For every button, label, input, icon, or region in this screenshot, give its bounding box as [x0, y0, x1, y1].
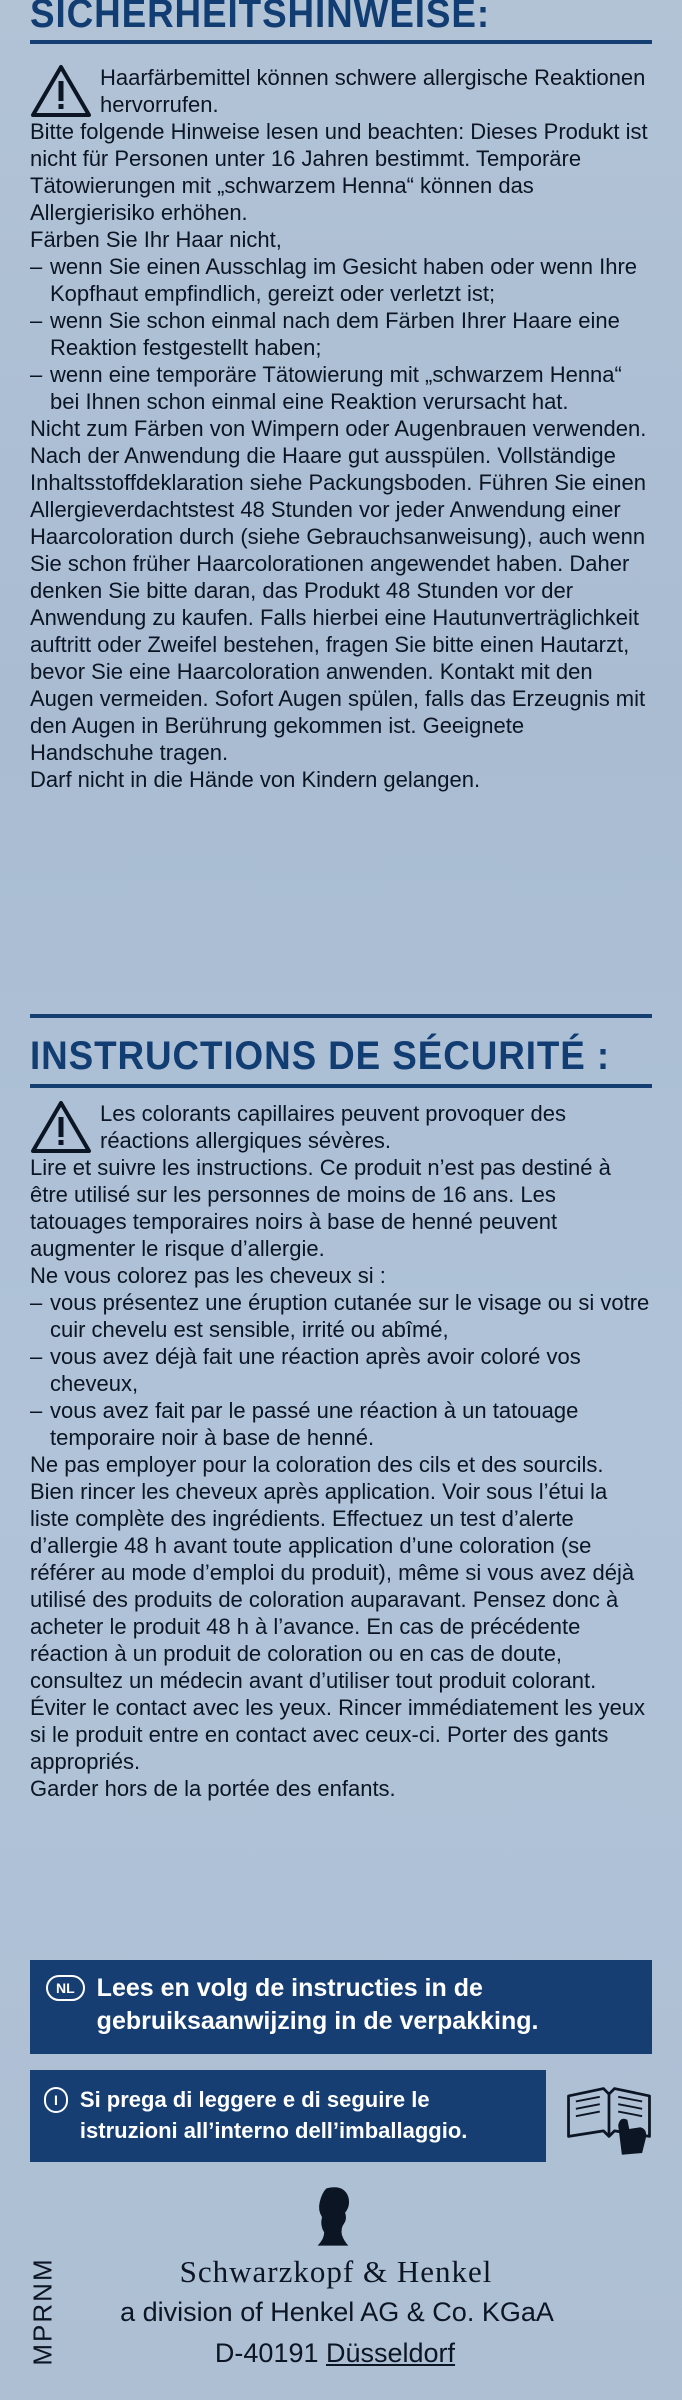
de-warning-row	[30, 64, 652, 118]
address-line	[110, 2338, 560, 2369]
de-heading-rule	[30, 40, 652, 44]
fr-paragraph: Ne vous colorez pas les cheveux si :	[30, 1263, 386, 1288]
fr-closing: Garder hors de la portée des enfants.	[30, 1776, 396, 1801]
fr-closing: Ne pas employer pour la coloration des cils et des sourcils. Bien rincer les cheveux après application. Voir sous l’étui la liste complète des ingrédients. Effectuez un test d’alerte d’allergie 48 h avant toute application d’une coloration (se référer au mode d’emploi du produit), même si vous avez déjà utilisé des produits de coloration auparavant. Pensez donc à acheter le produit 48 h à l’avance. En cas de précédente réaction à un produit de coloration ou en cas de doute, consultez un médecin avant d’utiliser tout produit colorant. Éviter le contact avec les yeux. Rincer immédiatement les yeux si le produit entre en contact avec ceux-ci. Porter des gants appropriés.	[30, 1452, 646, 1774]
address-city: Düsseldorf	[326, 2338, 456, 2368]
de-bullet-text: wenn Sie schon einmal nach dem Färben Ihrer Haare eine Reaktion festgestellt haben;	[50, 308, 620, 360]
fr-warning-row	[30, 1100, 652, 1154]
fr-heading-rule	[30, 1084, 652, 1088]
fr-bullet: – vous avez déjà fait une réaction après avoir coloré vos cheveux,	[30, 1343, 652, 1397]
it-badge: I	[44, 2087, 68, 2113]
fr-bullet-text: vous avez fait par le passé une réaction à un tatouage temporaire noir à base de henné.	[50, 1398, 579, 1450]
brand-name: Schwarzkopf & Henkel	[179, 2254, 493, 2289]
warning-triangle-icon	[30, 1100, 92, 1154]
schwarzkopf-head-logo	[311, 2180, 355, 2254]
fr-bullet-text: vous présentez une éruption cutanée sur le visage ou si votre cuir chevelu est sensible, irrité ou abîmé,	[50, 1290, 650, 1342]
fr-warning-text: Les colorants capillaires peuvent provoquer des réactions allergiques sévères.	[100, 1101, 566, 1153]
nl-badge: NL	[46, 1975, 85, 2001]
fr-safety-text	[30, 1100, 652, 1802]
it-banner-text: Si prega di leggere e di seguire le istruzioni all’interno dell’imballaggio.	[79, 2087, 468, 2143]
de-bullet-text: wenn eine temporäre Tätowierung mit „schwarzem Henna“ bei Ihnen schon einmal eine Reaktion verursacht hat.	[50, 362, 622, 414]
fr-heading-rule-top	[30, 1014, 652, 1018]
nl-banner-text: Lees en volg de instructies in de gebruiksaanwijzing in de verpakking.	[96, 1974, 539, 2035]
de-paragraph: Färben Sie Ihr Haar nicht,	[30, 227, 282, 252]
fr-heading: INSTRUCTIONS DE SÉCURITÉ :	[30, 1034, 611, 1078]
de-warning-text: Haarfärbemittel können schwere allergische Reaktionen hervorrufen.	[100, 65, 646, 117]
it-instruction-banner	[30, 2070, 546, 2162]
address-prefix: D-40191	[214, 2338, 326, 2368]
de-closing: Darf nicht in die Hände von Kindern gelangen.	[30, 767, 481, 792]
division-line: a division of Henkel AG & Co. KGaA	[120, 2297, 554, 2327]
de-bullet: – wenn eine temporäre Tätowierung mit „schwarzem Henna“ bei Ihnen schon einmal eine Reaktion verursacht hat.	[30, 361, 652, 415]
de-bullet: – wenn Sie schon einmal nach dem Färben Ihrer Haare eine Reaktion festgestellt haben;	[30, 307, 652, 361]
de-safety-text	[30, 64, 652, 793]
de-heading: SICHERHEITSHINWEISE:	[30, 0, 491, 36]
fr-bullet-text: vous avez déjà fait une réaction après avoir coloré vos cheveux,	[50, 1344, 581, 1396]
fr-bullet: – vous présentez une éruption cutanée sur le visage ou si votre cuir chevelu est sensible, irrité ou abîmé,	[30, 1289, 652, 1343]
fr-bullet: – vous avez fait par le passé une réaction à un tatouage temporaire noir à base de henné.	[30, 1397, 652, 1451]
de-bullet-text: wenn Sie einen Ausschlag im Gesicht haben oder wenn Ihre Kopfhaut empfindlich, gereizt oder verletzt ist;	[50, 254, 638, 306]
de-bullet: – wenn Sie einen Ausschlag im Gesicht haben oder wenn Ihre Kopfhaut empfindlich, gereizt oder verletzt ist;	[30, 253, 652, 307]
de-closing: Nicht zum Färben von Wimpern oder Augenbrauen verwenden. Nach der Anwendung die Haare gut ausspülen. Vollständige Inhaltsstoffdeklaration siehe Packungsboden. Führen Sie einen Allergieverdachtstest 48 Stunden vor jeder Anwendung einer Haarcoloration durch (siehe Gebrauchsanweisung), auch wenn Sie schon früher Haarcolorationen angewendet haben. Daher denken Sie bitte daran, das Produkt 48 Stunden vor der Anwendung zu kaufen. Falls hierbei eine Hautunverträglichkeit auftritt oder Zweifel bestehen, fragen Sie bitte einen Hautarzt, bevor Sie eine Haarcoloration anwenden. Kontakt mit den Augen vermeiden. Sofort Augen spülen, falls das Erzeugnis mit den Augen in Berührung gekommen ist. Geeignete Handschuhe tragen.	[30, 416, 647, 765]
de-paragraph: Bitte folgende Hinweise lesen und beachten: Dieses Produkt ist nicht für Personen unter 16 Jahren bestimmt. Temporäre Tätowierungen mit „schwarzem Henna“ können das Allergierisiko erhöhen.	[30, 119, 648, 225]
nl-instruction-banner	[30, 1960, 652, 2054]
warning-triangle-icon	[30, 64, 92, 118]
side-code: MPRNM	[27, 2257, 58, 2366]
fr-paragraph: Lire et suivre les instructions. Ce produit n’est pas destiné à être utilisé sur les personnes de moins de 16 ans. Les tatouages temporaires noirs à base de henné peuvent augmenter le risque d’allergie.	[30, 1155, 611, 1261]
manual-booklet-icon	[563, 2072, 655, 2164]
